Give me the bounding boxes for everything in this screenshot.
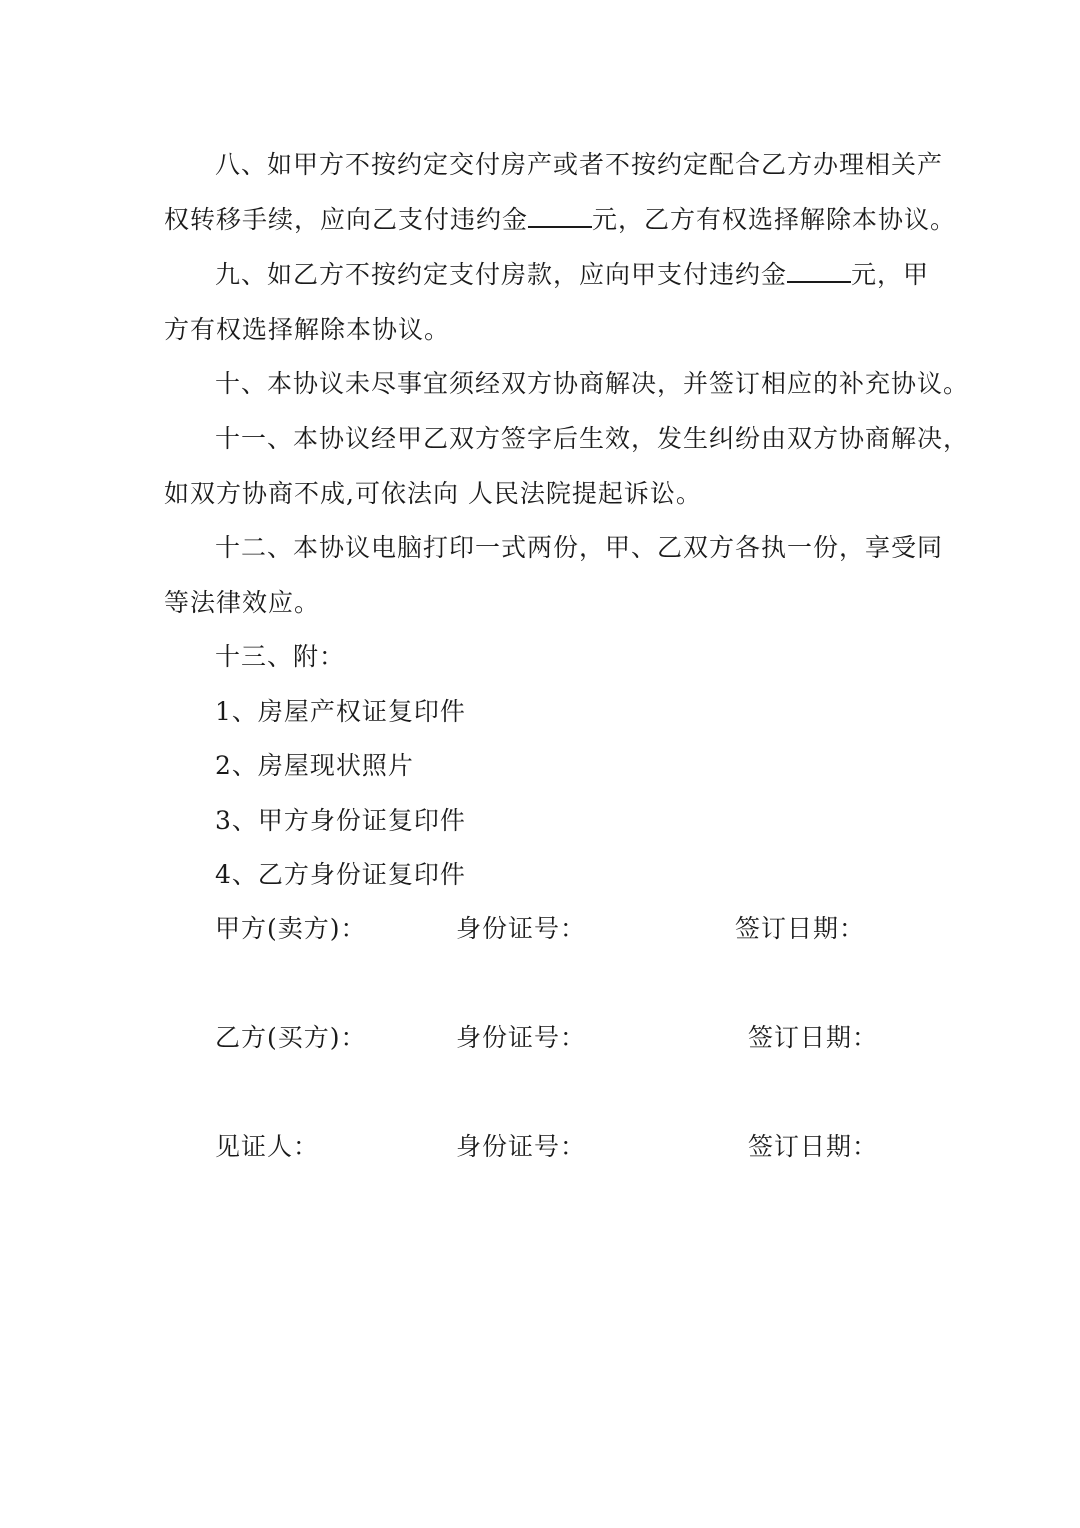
buyer-date-label: 签订日期： — [748, 1023, 879, 1052]
clause-9-line-1 — [215, 258, 929, 292]
attachment-item: 1、房屋产权证复印件 — [215, 697, 466, 726]
clause-11-line-1: 十一、本协议经甲乙双方签字后生效，发生纠纷由双方协商解决， — [215, 424, 970, 453]
clause-8-text-a: 权转移手续，应向乙支付违约金 — [164, 205, 529, 234]
clause-12-line-2: 等法律效应。 — [164, 588, 321, 617]
clause-8-line-2 — [164, 203, 956, 237]
clause-9-text-b: 元，甲 — [851, 260, 930, 289]
penalty-blank — [787, 259, 851, 283]
seller-label: 甲方(卖方)： — [215, 914, 367, 943]
clause-13-heading: 十三、附： — [215, 642, 346, 671]
buyer-id-label: 身份证号： — [456, 1023, 587, 1052]
seller-date-label: 签订日期： — [735, 914, 866, 943]
attachment-item: 2、房屋现状照片 — [215, 751, 414, 780]
clause-12-line-1: 十二、本协议电脑打印一式两份，甲、乙双方各执一份，享受同 — [215, 533, 944, 562]
witness-date-label: 签订日期： — [748, 1132, 879, 1161]
witness-label: 见证人： — [215, 1132, 320, 1161]
attachment-item: 3、甲方身份证复印件 — [215, 806, 466, 835]
clause-10: 十、本协议未尽事宜须经双方协商解决，并签订相应的补充协议。 — [215, 369, 970, 398]
clause-11-line-2: 如双方协商不成,可依法向 人民法院提起诉讼。 — [164, 479, 702, 508]
witness-id-label: 身份证号： — [456, 1132, 587, 1161]
clause-8-line-1: 八、如甲方不按约定交付房产或者不按约定配合乙方办理相关产 — [215, 150, 944, 179]
buyer-label: 乙方(买方)： — [215, 1023, 367, 1052]
attachment-item: 4、乙方身份证复印件 — [215, 860, 466, 889]
clause-9-text-a: 九、如乙方不按约定支付房款，应向甲支付违约金 — [215, 260, 788, 289]
seller-id-label: 身份证号： — [456, 914, 587, 943]
penalty-blank — [528, 204, 592, 228]
clause-9-line-2: 方有权选择解除本协议。 — [164, 315, 451, 344]
clause-8-text-b: 元，乙方有权选择解除本协议。 — [592, 205, 957, 234]
